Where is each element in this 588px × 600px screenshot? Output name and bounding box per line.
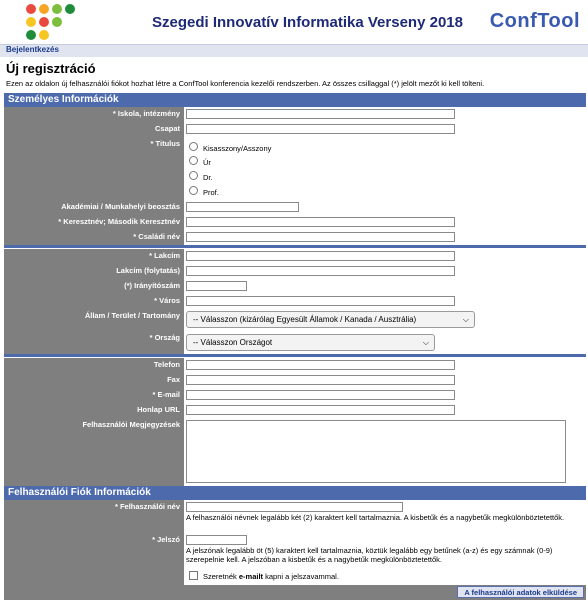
label-country: * Ország [4, 331, 184, 354]
label-username: * Felhasználói név [4, 500, 184, 533]
logo-dot [65, 4, 75, 14]
state-select[interactable] [186, 311, 475, 328]
city-input[interactable] [186, 296, 455, 306]
logo-dot [39, 4, 49, 14]
label-fax: Fax [4, 373, 184, 388]
logo-dot [39, 17, 49, 27]
password-input[interactable] [186, 535, 247, 545]
email-password-label [203, 572, 339, 581]
section-separator [4, 354, 586, 357]
username-input[interactable] [186, 502, 403, 512]
logo-dot [26, 17, 36, 27]
logo-dot [52, 4, 62, 14]
country-select[interactable] [186, 334, 435, 351]
logo-dot [39, 30, 49, 40]
email-password-text-pre: Szeretnék [203, 572, 239, 581]
label-school: * Iskola, intézmény [4, 107, 184, 122]
label-password: * Jelszó [4, 533, 184, 567]
radio-label: Dr. [203, 173, 213, 182]
password-help: A jelszónak legalább öt (5) karaktert kell tartalmaznia, köztük legalább egy betűnek (a-z) és egy számnak (0-9) szerepelnie kell. A jelszóban a kisbetűk és a nagybetűk megkülönböztetettők. [186, 546, 553, 564]
label-title: * Titulus [4, 137, 184, 200]
brand-name: ConfTool [489, 10, 580, 32]
team-input[interactable] [186, 124, 455, 134]
fax-input[interactable] [186, 375, 455, 385]
label-firstname: * Keresztnév; Második Keresztnév [4, 215, 184, 230]
lastname-input[interactable] [186, 232, 455, 242]
email-password-checkbox[interactable] [189, 571, 198, 580]
section-header-account: Felhasználói Fiók Információk [4, 486, 586, 500]
email-password-text-bold: e-mailt [238, 572, 264, 581]
label-position: Akadémiai / Munkahelyi beosztás [4, 200, 184, 215]
state-select-value: -- Válasszon (kizárólag Egyesült Államok / Kanada / Ausztrália) [193, 315, 417, 324]
label-zip: (*) Irányítószám [4, 279, 184, 294]
label-email: * E-mail [4, 388, 184, 403]
section-separator [4, 245, 586, 248]
address-input[interactable] [186, 251, 455, 261]
radio-button[interactable] [189, 142, 198, 151]
label-team: Csapat [4, 122, 184, 137]
label-phone: Telefon [4, 358, 184, 373]
homepage-input[interactable] [186, 405, 455, 415]
comments-textarea[interactable] [186, 420, 566, 483]
label-homepage: Honlap URL [4, 403, 184, 418]
section-header-personal: Személyes Információk [4, 93, 586, 107]
label-lastname: * Családi név [4, 230, 184, 245]
radio-label: Kisasszony/Asszony [203, 144, 272, 153]
logo-dot [26, 30, 36, 40]
label-address2: Lakcím (folytatás) [4, 264, 184, 279]
radio-button[interactable] [189, 171, 198, 180]
position-input[interactable] [186, 202, 299, 212]
radio-button[interactable] [189, 186, 198, 195]
radio-button[interactable] [189, 156, 198, 165]
logo-dot [52, 17, 62, 27]
intro-text: Ezen az oldalon új felhasználói fiókot hozhat létre a ConfTool konferencia kezelői rendszerben. Az összes csillaggal (*) jelölt mezőt ki kell tölteni. [6, 79, 485, 88]
page-header [0, 0, 588, 44]
username-help: A felhasználói névnek legalább két (2) karaktert kell tartalmaznia. A kisbetűk és a nagybetűk megkülönböztetettők. [186, 513, 565, 522]
logo-dot [26, 4, 36, 14]
school-input[interactable] [186, 109, 455, 119]
chevron-down-icon: ⌵ [422, 338, 429, 347]
label-state: Állam / Terület / Tartomány [4, 309, 184, 331]
submit-button[interactable]: A felhasználói adatok elküldése [457, 586, 584, 598]
label-empty [4, 567, 184, 585]
email-input[interactable] [186, 390, 455, 400]
address2-input[interactable] [186, 266, 455, 276]
nav-bar [0, 44, 588, 57]
radio-label: Úr [203, 158, 211, 167]
email-password-text-post: kapni a jelszavammal. [263, 572, 339, 581]
login-link[interactable]: Bejelentkezés [6, 45, 59, 54]
label-city: * Város [4, 294, 184, 309]
label-comments: Felhasználói Megjegyzések [4, 418, 184, 486]
conftool-logo [26, 4, 80, 42]
conference-title: Szegedi Innovatív Informatika Verseny 2018 [152, 14, 463, 31]
radio-label: Prof. [203, 188, 219, 197]
chevron-down-icon: ⌵ [462, 315, 469, 324]
firstname-input[interactable] [186, 217, 455, 227]
page-title: Új regisztráció [6, 61, 96, 76]
country-select-value: -- Válasszon Országot [193, 338, 273, 347]
label-address: * Lakcím [4, 249, 184, 264]
phone-input[interactable] [186, 360, 455, 370]
zip-input[interactable] [186, 281, 247, 291]
